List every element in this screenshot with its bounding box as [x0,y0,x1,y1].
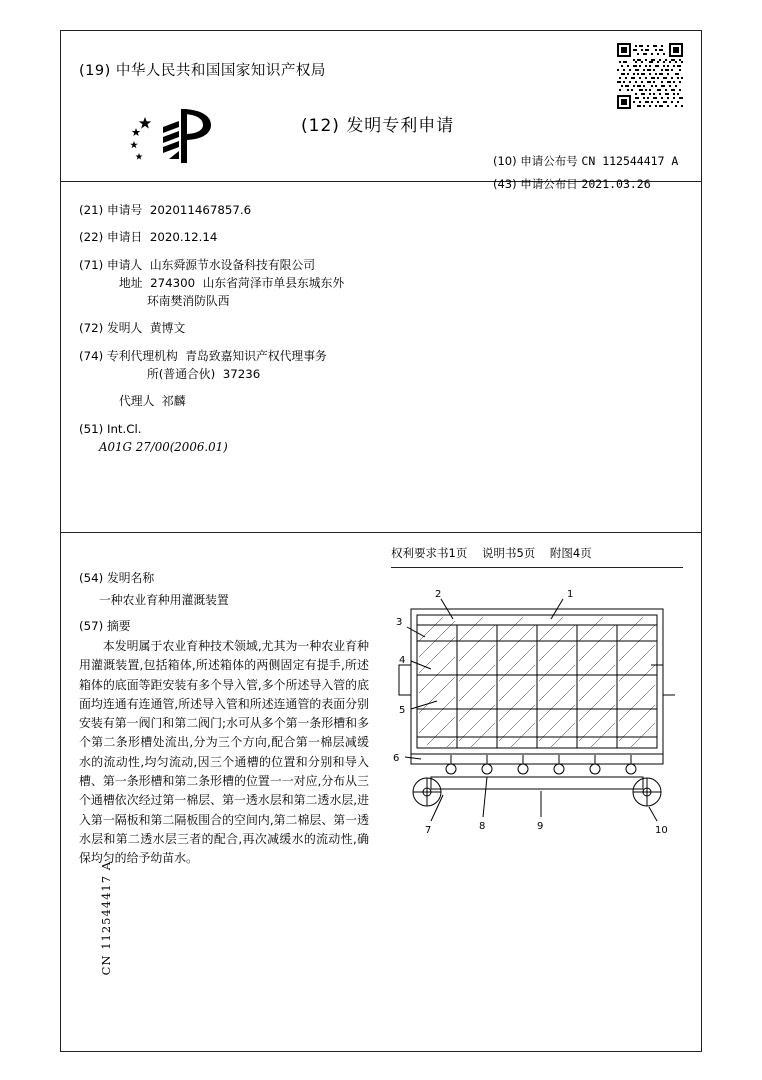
doc-kind-code: (12) [301,116,340,136]
page-counts [391,545,592,561]
int-cl-value: A01G 27/00(2006.01) [99,439,228,454]
drawings-count: 附图4页 [549,546,592,560]
issuing-office [79,59,326,80]
document-header [61,31,701,191]
agency: (74) 专利代理机构 青岛致嘉知识产权代理事务 [79,348,327,363]
qr-svg [617,43,683,109]
logo-svg [123,103,233,169]
pub-date-label: (43) 申请公布日 [493,177,578,191]
agent: 代理人 祁麟 [119,394,186,409]
org-name: 中华人民共和国国家知识产权局 [115,63,326,79]
pub-date-value: 2021.03.26 [581,177,651,191]
invention-title: 一种农业育种用灌溉装置 [99,593,229,607]
applicant: (71) 申请人 山东舜源节水设备科技有限公司 [79,257,316,272]
bibliographic-data [61,182,701,533]
applicant-address-2: 环南樊消防队西 [147,294,230,309]
figure-label-1: 1 [567,589,574,600]
qr-code-icon [617,43,683,109]
figure-label-10: 10 [655,825,668,836]
application-number: (21) 申请号 202011467857.6 [79,203,252,217]
org-code: (19) [79,63,111,79]
abstract-figure [391,589,691,889]
description-count: 说明书5页 [481,546,536,560]
figure-label-6: 6 [393,753,400,764]
pub-no-value: CN 112544417 A [581,154,679,168]
inventor: (72) 发明人 黄博文 [79,321,186,336]
figure-label-4: 4 [399,655,406,666]
document-sheet [60,30,702,1052]
figure-label-8: 8 [479,821,486,832]
publication-number [493,153,678,169]
pub-no-label: (10) 申请公布号 [493,154,578,168]
document-kind [301,111,454,136]
side-publication-code: CN 112544417 A [99,861,113,976]
figure-svg [391,589,691,889]
claims-count: 权利要求书1页 [391,546,468,560]
figure-label-5: 5 [399,705,406,716]
figure-label-7: 7 [425,825,432,836]
divider [391,567,683,568]
abstract-code: (57) 摘要 [79,619,131,633]
cnipa-logo-icon [123,103,233,169]
figure-label-2: 2 [435,589,442,600]
abstract-paragraph: 本发明属于农业育种技术领域,尤其为一种农业育种用灌溉装置,包括箱体,所述箱体的两侧固定有提手,所述箱体的底面等距安装有多个导入管,多个所述导入管的底面均连通有连通管,所述导入管和所述连通管的表面分别安装有第一阀门和第二阀门;水可从多个第一条形槽和多个第二条形槽处流出,分为三个方向,配合第一棉层减缓水的流动性,均匀流动,因三个通槽的位置和分别和导入槽、第一条形槽和第二条形槽的位置一一对应,分布从三个通槽依次经过第一棉层、第一透水层和第二透水层,进入第一隔板和第二隔板围合的空间内,第二棉层、第一透水层和第二透水层三者的配合,再次减缓水的流动性,确保均匀的给予幼苗水。 [79,639,369,866]
figure-label-9: 9 [537,821,544,832]
int-cl-label: (51) Int.Cl. [79,421,142,436]
figure-label-3: 3 [396,617,403,628]
title-code: (54) 发明名称 [79,571,155,585]
application-date: (22) 申请日 2020.12.14 [79,230,218,245]
abstract-text [79,637,369,868]
doc-kind-label: 发明专利申请 [346,116,455,136]
agency-2: 所(普通合伙) 37236 [147,366,261,381]
applicant-address: 地址 274300 山东省菏泽市单县东城东外 [119,275,345,290]
